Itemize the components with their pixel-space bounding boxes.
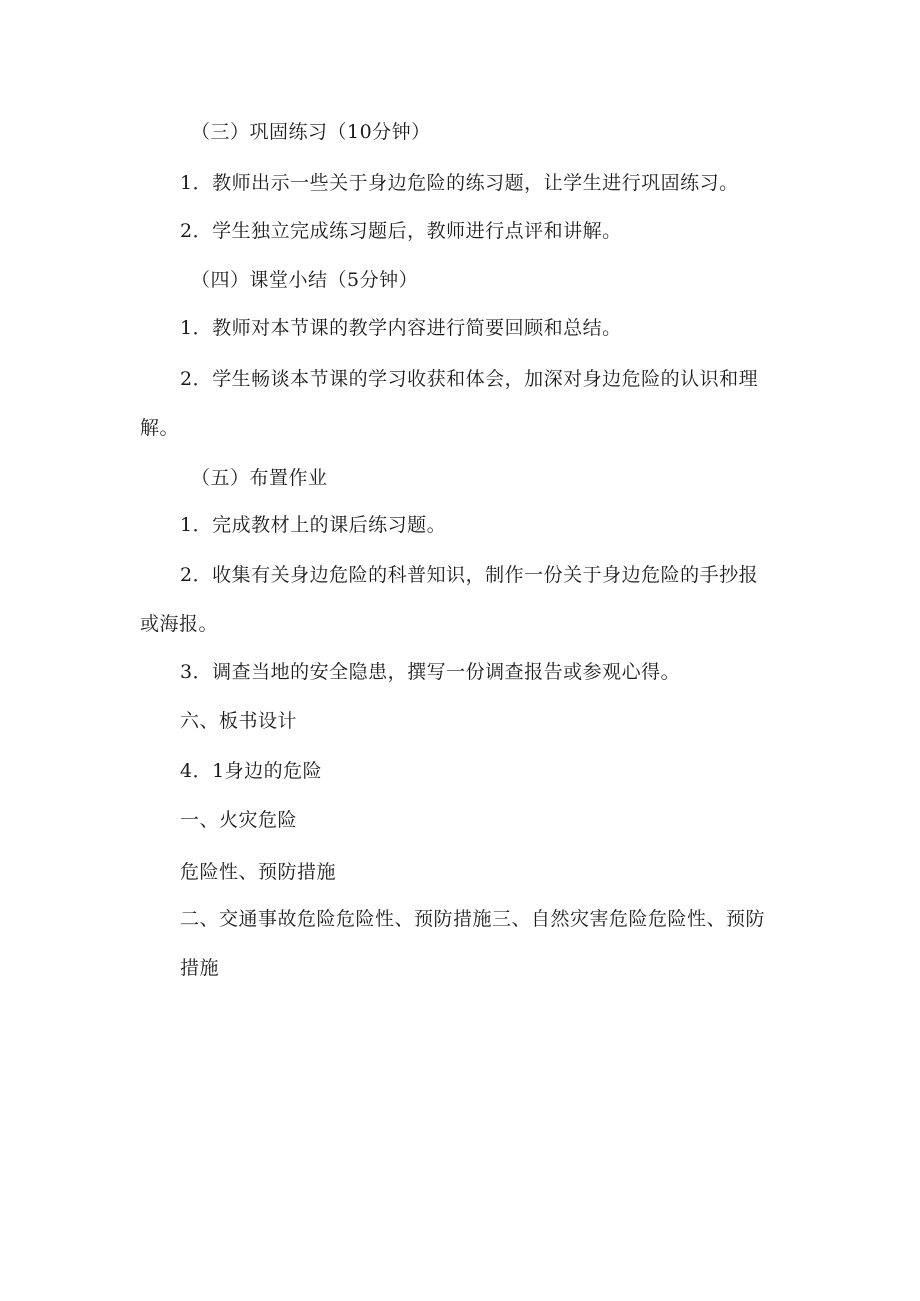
section-heading-summary: （四）课堂小结（5分钟） xyxy=(191,269,419,291)
board-item: 一、火灾危险 xyxy=(180,809,298,831)
section-heading-board-design: 六、板书设计 xyxy=(180,710,298,732)
board-item: 二、交通事故危险危险性、预防措施三、自然灾害危险危险性、预防 xyxy=(180,908,766,930)
paragraph-line: 1．教师对本节课的教学内容进行简要回顾和总结。 xyxy=(180,317,622,339)
board-item: 危险性、预防措施 xyxy=(180,861,337,883)
paragraph-line: 2．学生独立完成练习题后，教师进行点评和讲解。 xyxy=(180,220,622,242)
paragraph-line: 1．教师出示一些关于身边危险的练习题，让学生进行巩固练习。 xyxy=(180,172,739,194)
board-item-continuation: 措施 xyxy=(180,957,220,979)
paragraph-line-continuation: 解。 xyxy=(140,417,180,439)
section-heading-consolidation: （三）巩固练习（10分钟） xyxy=(191,121,431,143)
paragraph-line: 1．完成教材上的课后练习题。 xyxy=(180,514,447,536)
board-title: 4．1身边的危险 xyxy=(180,760,323,782)
paragraph-line: 3．调查当地的安全隐患，撰写一份调查报告或参观心得。 xyxy=(180,661,681,683)
paragraph-line: 2．收集有关身边危险的科普知识，制作一份关于身边危险的手抄报 xyxy=(180,564,759,586)
paragraph-line-continuation: 或海报。 xyxy=(140,613,219,635)
paragraph-line: 2．学生畅谈本节课的学习收获和体会，加深对身边危险的认识和理 xyxy=(180,368,759,390)
section-heading-homework: （五）布置作业 xyxy=(191,467,328,489)
